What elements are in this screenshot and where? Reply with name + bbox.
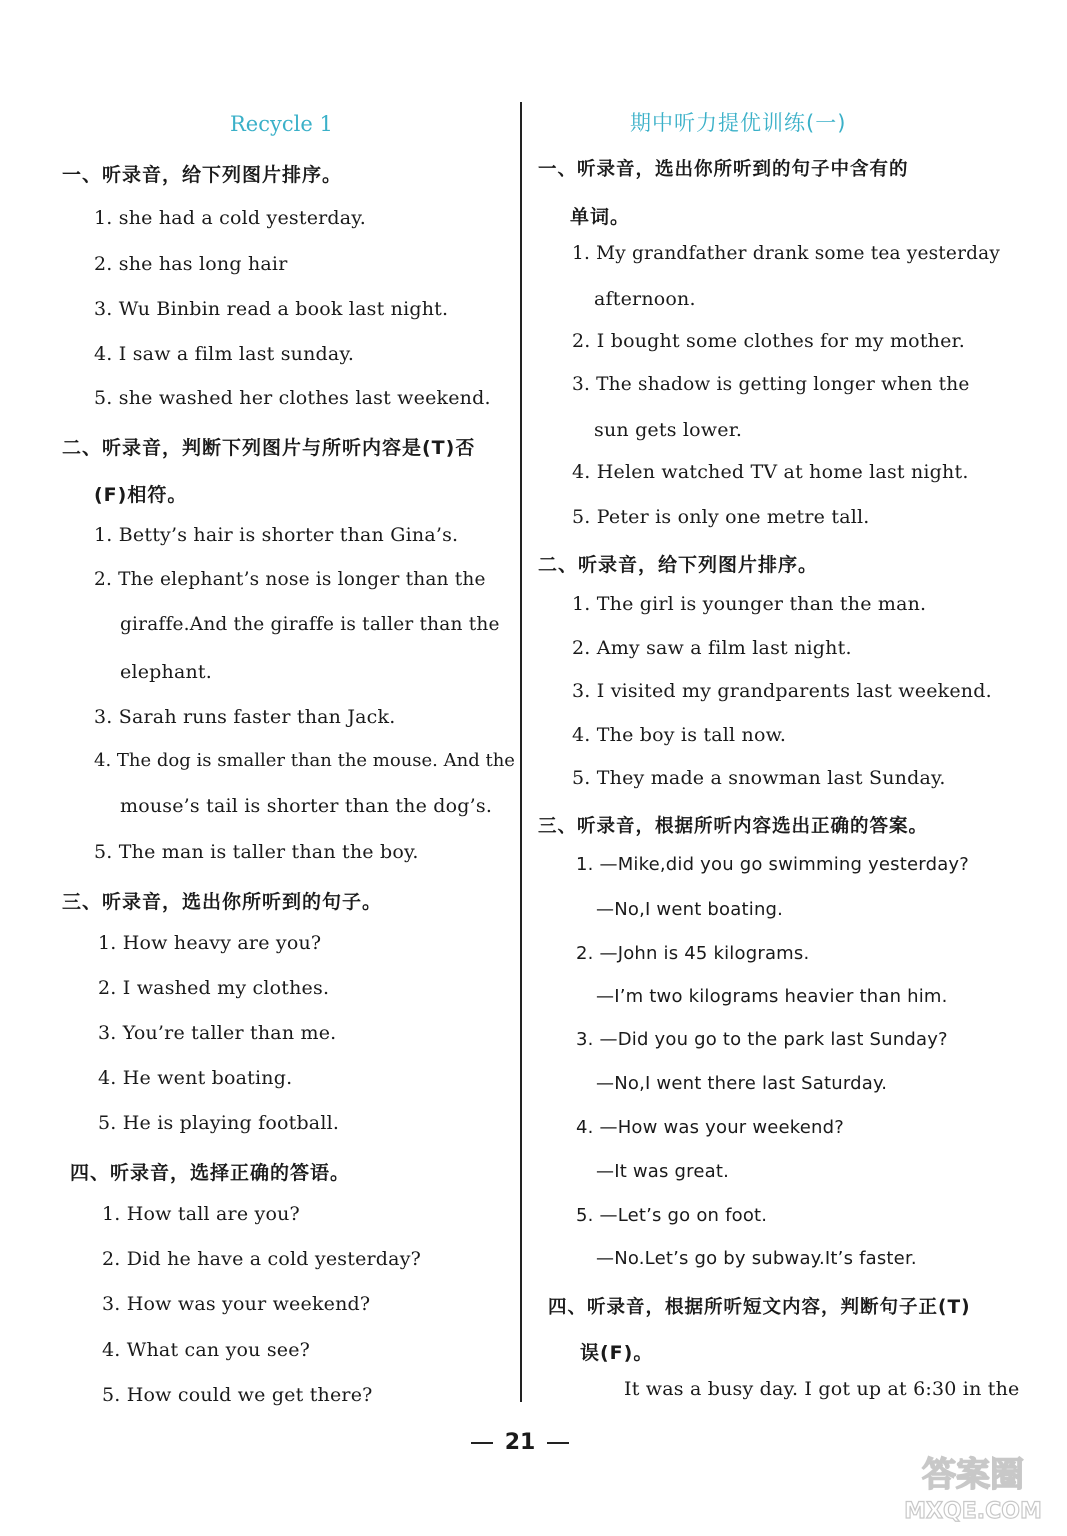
- watermark-logo: [893, 1446, 1053, 1526]
- left-section-2-heading-cont: (F)相符。: [94, 484, 188, 506]
- page-number: [440, 1430, 600, 1455]
- list-item: 3. Wu Binbin read a book last night.: [94, 298, 449, 320]
- list-item-cont: elephant.: [120, 661, 213, 683]
- dash-left: [471, 1442, 493, 1444]
- list-item: 1. Betty’s hair is shorter than Gina’s.: [94, 524, 459, 546]
- left-section-1-heading: 一、听录音，给下列图片排序。: [62, 164, 343, 186]
- list-item-cont: afternoon.: [594, 288, 696, 310]
- dialog-line: 1. —Mike,did you go swimming yesterday?: [576, 854, 970, 875]
- list-item: 4. Helen watched TV at home last night.: [572, 461, 969, 483]
- list-item: 2. Did he have a cold yesterday?: [102, 1248, 422, 1270]
- left-title: Recycle 1: [230, 112, 333, 136]
- list-item: 1. How tall are you?: [102, 1203, 300, 1225]
- left-section-3-heading: 三、听录音，选出你所听到的句子。: [62, 891, 383, 913]
- dialog-line: 3. —Did you go to the park last Sunday?: [576, 1029, 948, 1050]
- list-item: 1. How heavy are you?: [98, 932, 322, 954]
- dialog-line: 2. —John is 45 kilograms.: [576, 943, 810, 964]
- dialog-line: 4. —How was your weekend?: [576, 1117, 845, 1138]
- list-item: 5. Peter is only one metre tall.: [572, 506, 870, 528]
- list-item-cont: sun gets lower.: [594, 419, 743, 441]
- right-section-4-heading-cont: 误(F)。: [580, 1342, 654, 1364]
- dash-right: [547, 1442, 569, 1444]
- dialog-line: —No,I went there last Saturday.: [596, 1073, 888, 1094]
- dialog-line: —No.Let’s go by subway.It’s faster.: [596, 1248, 917, 1269]
- column-divider: [520, 102, 522, 1402]
- right-section-2-heading: 二、听录音，给下列图片排序。: [538, 554, 819, 576]
- list-item: 5. He is playing football.: [98, 1112, 340, 1134]
- left-section-4-heading: 四、听录音，选择正确的答语。: [70, 1162, 351, 1184]
- list-item-cont: mouse’s tail is shorter than the dog’s.: [120, 795, 493, 817]
- list-item: 1. The girl is younger than the man.: [572, 593, 927, 615]
- list-item: 2. she has long hair: [94, 253, 288, 275]
- watermark-icon: [893, 1446, 1053, 1526]
- list-item: 5. They made a snowman last Sunday.: [572, 767, 946, 789]
- left-section-2-heading: 二、听录音，判断下列图片与所听内容是(T)否: [62, 437, 476, 459]
- svg-text:MXQE.COM: MXQE.COM: [904, 1499, 1042, 1524]
- list-item: 4. The dog is smaller than the mouse. And the: [94, 750, 515, 771]
- svg-text:答案圈: 答案圈: [922, 1455, 1024, 1495]
- right-title: 期中听力提优训练(一): [630, 111, 847, 135]
- list-item: 2. I washed my clothes.: [98, 977, 330, 999]
- list-item: 4. I saw a film last sunday.: [94, 343, 355, 365]
- list-item: 5. The man is taller than the boy.: [94, 841, 419, 863]
- right-section-1-heading: 一、听录音，选出你所听到的句子中含有的: [538, 159, 909, 180]
- dialog-line: —No,I went boating.: [596, 899, 784, 920]
- dialog-line: 5. —Let’s go on foot.: [576, 1205, 768, 1226]
- dialog-line: —I’m two kilograms heavier than him.: [596, 986, 948, 1007]
- list-item: 4. He went boating.: [98, 1067, 293, 1089]
- right-section-1-heading-cont: 单词。: [570, 206, 631, 228]
- list-item: 5. How could we get there?: [102, 1384, 373, 1406]
- list-item: 3. I visited my grandparents last weekend.: [572, 680, 992, 702]
- list-item: 3. You’re taller than me.: [98, 1022, 337, 1044]
- list-item: 1. she had a cold yesterday.: [94, 207, 366, 229]
- list-item: 2. The elephant’s nose is longer than the: [94, 569, 486, 590]
- list-item: 4. What can you see?: [102, 1339, 311, 1361]
- list-item: 3. The shadow is getting longer when the: [572, 374, 970, 395]
- passage-text: It was a busy day. I got up at 6:30 in the: [624, 1378, 1020, 1400]
- list-item: 5. she washed her clothes last weekend.: [94, 387, 491, 409]
- list-item: 3. How was your weekend?: [102, 1293, 371, 1315]
- right-section-3-heading: 三、听录音，根据所听内容选出正确的答案。: [538, 816, 929, 837]
- list-item-cont: giraffe.And the giraffe is taller than the: [120, 614, 500, 635]
- list-item: 2. I bought some clothes for my mother.: [572, 330, 965, 352]
- list-item: 3. Sarah runs faster than Jack.: [94, 706, 396, 728]
- right-section-4-heading: 四、听录音，根据所听短文内容，判断句子正(T): [548, 1297, 971, 1318]
- list-item: 4. The boy is tall now.: [572, 724, 787, 746]
- dialog-line: —It was great.: [596, 1161, 730, 1182]
- page-number-text: 21: [504, 1430, 536, 1455]
- list-item: 1. My grandfather drank some tea yesterday: [572, 243, 1001, 264]
- list-item: 2. Amy saw a film last night.: [572, 637, 852, 659]
